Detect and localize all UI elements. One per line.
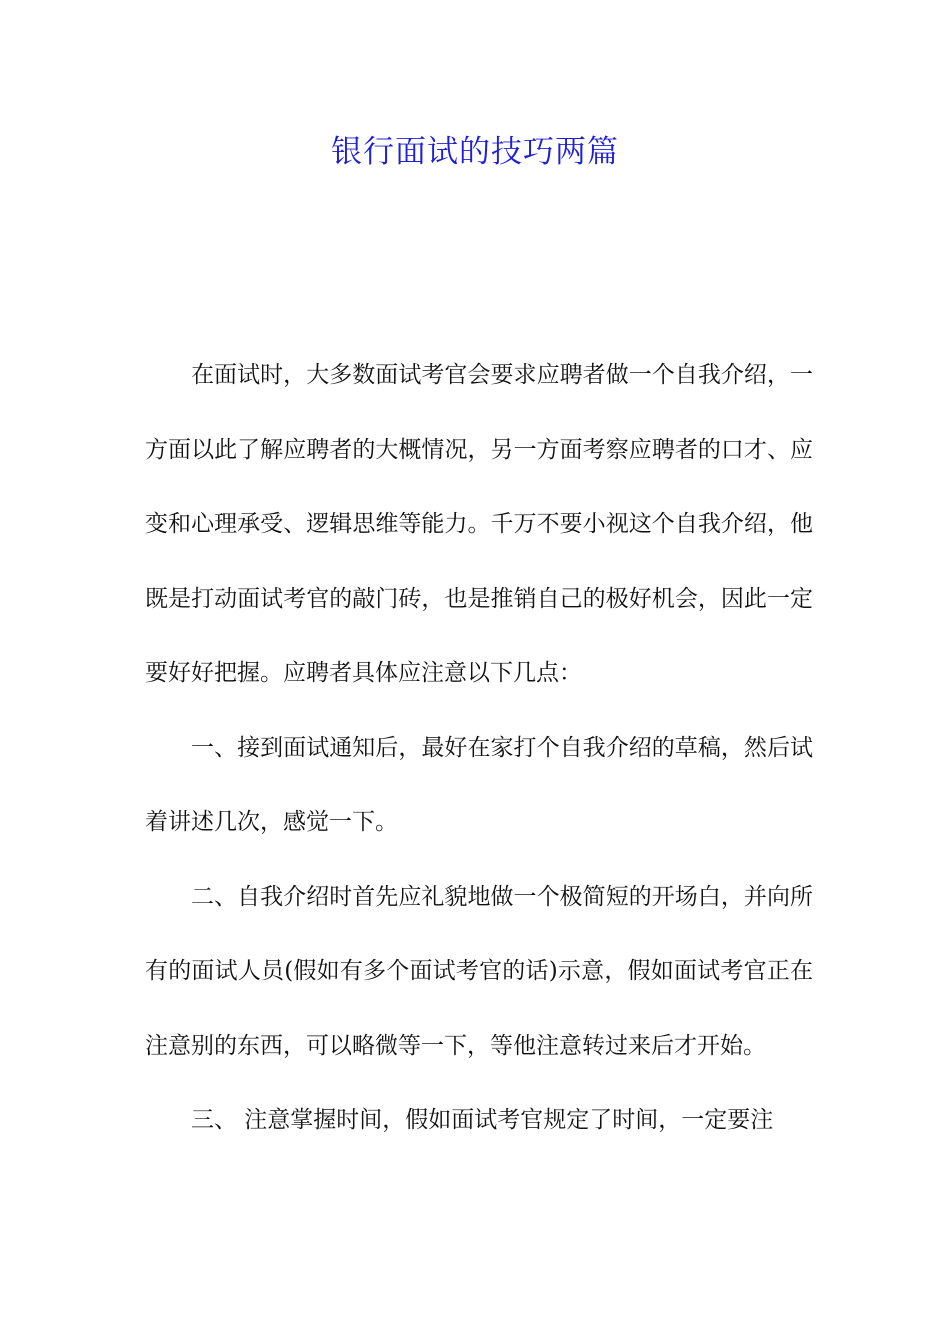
- paragraph-point-3: 三、 注意掌握时间，假如面试考官规定了时间，一定要注: [191, 1107, 774, 1133]
- paragraph-point-1: 一、接到面试通知后，最好在家打个自我介绍的草稿，然后试着讲述几次，感觉一下。: [145, 734, 813, 835]
- document-body: [145, 338, 813, 1158]
- paragraph-intro: 在面试时，大多数面试考官会要求应聘者做一个自我介绍，一方面以此了解应聘者的大概情况，另一方面考察应聘者的口才、应变和心理承受、逻辑思维等能力。千万不要小视这个自我介绍，他既是打动面试考官的敲门砖，也是推销自己的极好机会，因此一定要好好把握。应聘者具体应注意以下几点：: [145, 362, 813, 686]
- paragraph-point-2: 二、自我介绍时首先应礼貌地做一个极简短的开场白，并向所有的面试人员(假如有多个面试考官的话)示意，假如面试考官正在注意别的东西，可以略微等一下，等他注意转过来后才开始。: [145, 883, 813, 1059]
- document-title: 银行面试的技巧两篇: [331, 134, 619, 170]
